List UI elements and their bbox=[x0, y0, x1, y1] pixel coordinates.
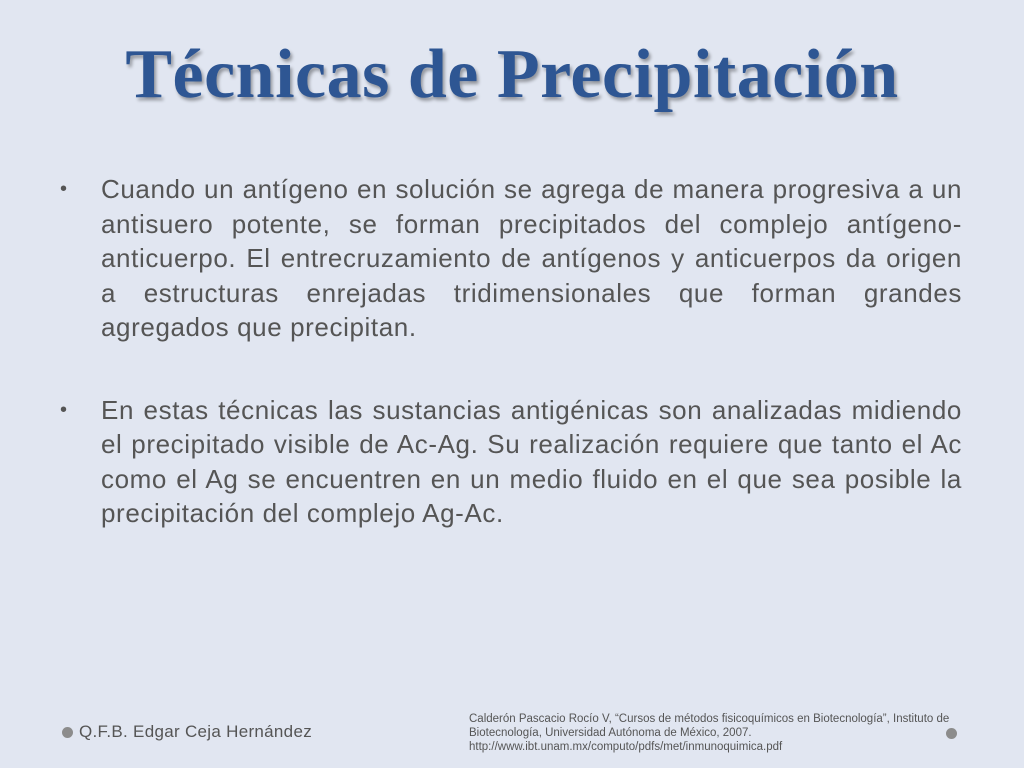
bullet-text: Cuando un antígeno en solución se agrega de manera progresiva a un antisuero potente, se forman precipitados del complejo antígeno-anticuerpo. El entrecruzamiento de antígenos y anticuerpos da origen a estructuras enrejadas tridimensionales que forman grandes agregados que precipitan. bbox=[101, 174, 962, 342]
reference-line: Biotecnología, Universidad Autónoma de México, 2007. bbox=[469, 727, 752, 739]
reference-url: http://www.ibt.unam.mx/computo/pdfs/met/inmunoquimica.pdf bbox=[469, 741, 783, 753]
author-name: Q.F.B. Edgar Ceja Hernández bbox=[79, 722, 312, 741]
footer-author bbox=[62, 722, 312, 742]
bullet-marker: • bbox=[60, 178, 68, 200]
slide-number-dot-icon bbox=[946, 728, 957, 739]
bullet-list bbox=[60, 172, 962, 579]
bullet-text: En estas técnicas las sustancias antigénicas son analizadas midiendo el precipitado visible de Ac-Ag. Su realización requiere que tanto el Ac como el Ag se encuentren en un medio fluido en el que sea posible la precipitación del complejo Ag-Ac. bbox=[101, 394, 962, 528]
bullet-item bbox=[60, 393, 962, 531]
bullet-item bbox=[60, 172, 962, 345]
slide-title: Técnicas de Precipitación bbox=[125, 36, 899, 113]
bullet-marker: • bbox=[60, 398, 68, 421]
footer-reference bbox=[469, 712, 997, 754]
footer-dot-icon bbox=[62, 727, 73, 738]
reference-line: Calderón Pascacio Rocío V, “Cursos de métodos fisicoquímicos en Biotecnología”, Instituto de bbox=[469, 713, 950, 725]
